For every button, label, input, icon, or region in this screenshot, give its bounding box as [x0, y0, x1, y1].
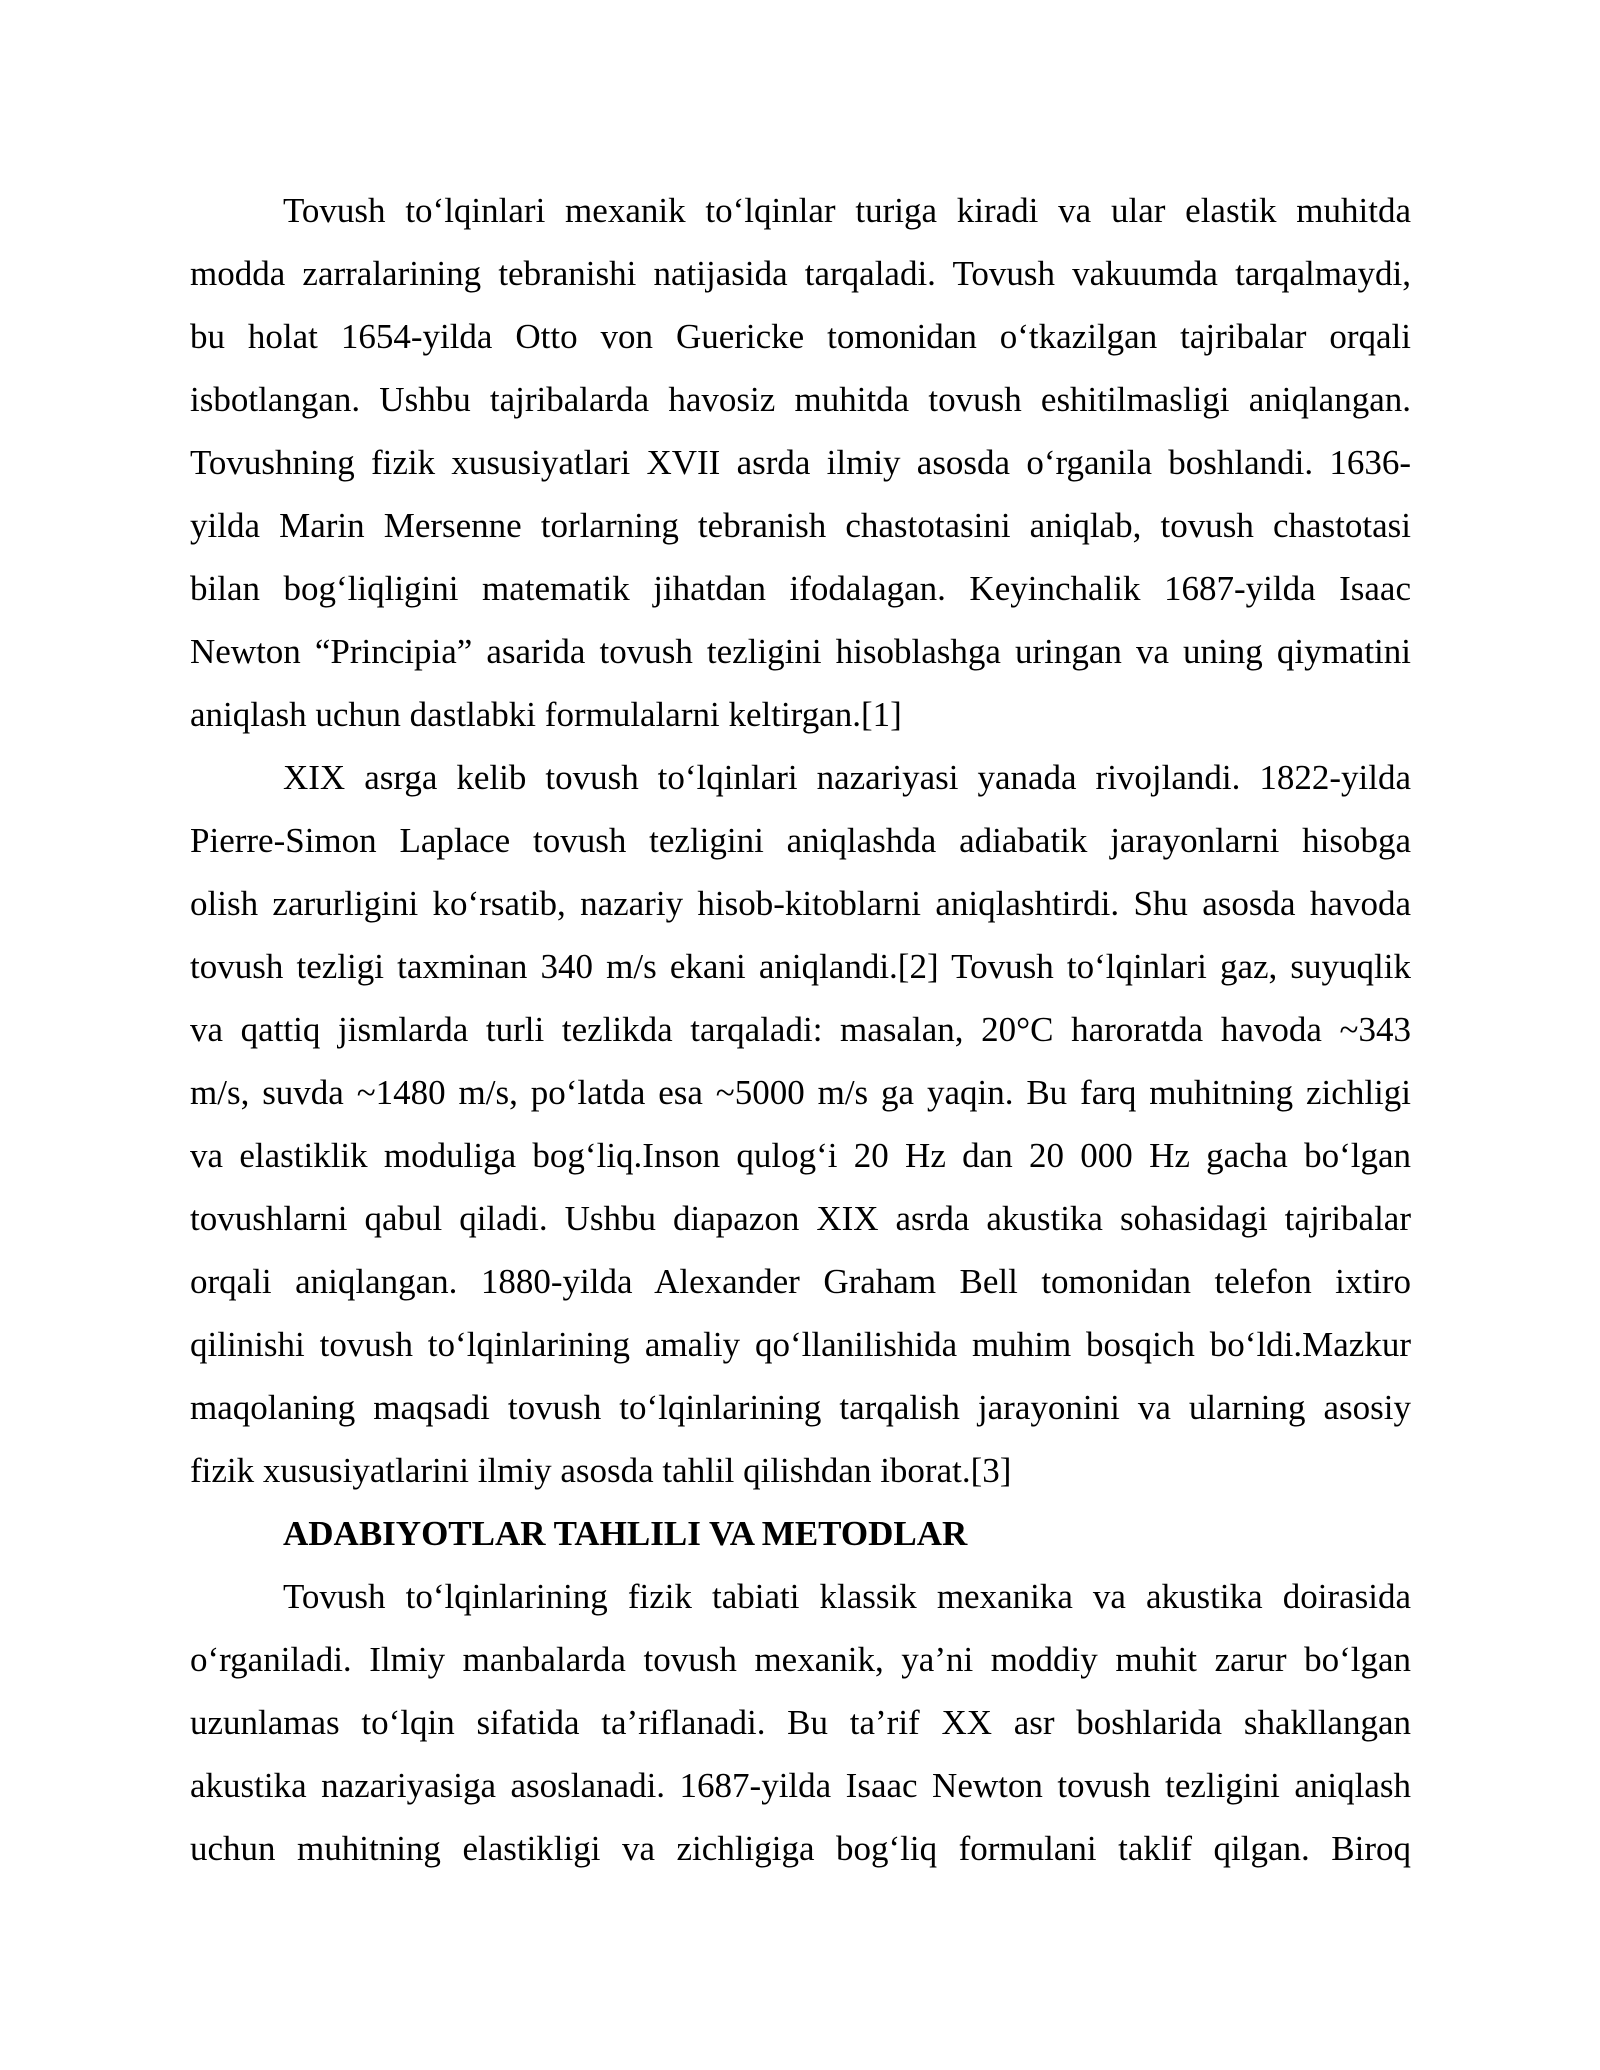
text-line: isbotlangan. Ushbu tajribalarda havosiz muhitda tovush eshitilmasligi aniqlangan.: [190, 380, 1411, 419]
text-line: va qattiq jismlarda turli tezlikda tarqaladi: masalan, 20°C haroratda havoda ~343: [190, 1010, 1411, 1049]
text-line: Newton “Principia” asarida tovush tezligini hisoblashga uringan va uning qiymatini: [190, 632, 1411, 671]
text-line: va elastiklik moduliga bog‘liq.Inson qulog‘i 20 Hz dan 20 000 Hz gacha bo‘lgan: [190, 1136, 1411, 1175]
text-line: Pierre-Simon Laplace tovush tezligini aniqlashda adiabatik jarayonlarni hisobga: [190, 821, 1411, 860]
text-line: modda zarralarining tebranishi natijasida tarqaladi. Tovush vakuumda tarqalmaydi,: [190, 254, 1411, 293]
text-line: bilan bog‘liqligini matematik jihatdan ifodalagan. Keyinchalik 1687-yilda Isaac: [190, 569, 1411, 608]
text-line: m/s, suvda ~1480 m/s, po‘latda esa ~5000 m/s ga yaqin. Bu farq muhitning zichligi: [190, 1073, 1411, 1112]
paragraph: [190, 1565, 1411, 1880]
text-line: akustika nazariyasiga asoslanadi. 1687-yilda Isaac Newton tovush tezligini aniqlash: [190, 1766, 1411, 1805]
text-line: uzunlamas to‘lqin sifatida ta’riflanadi. Bu ta’rif XX asr boshlarida shakllangan: [190, 1703, 1411, 1742]
paragraph: [190, 746, 1411, 1502]
text-line: Tovush to‘lqinlarining fizik tabiati klassik mexanika va akustika doirasida: [283, 1577, 1411, 1616]
text-line: olish zarurligini ko‘rsatib, nazariy hisob-kitoblarni aniqlashtirdi. Shu asosda havoda: [190, 884, 1411, 923]
text-line: tovush tezligi taxminan 340 m/s ekani aniqlandi.[2] Tovush to‘lqinlari gaz, suyuqlik: [190, 947, 1411, 986]
text-line: XIX asrga kelib tovush to‘lqinlari nazariyasi yanada rivojlandi. 1822-yilda: [283, 758, 1411, 797]
text-line: bu holat 1654-yilda Otto von Guericke tomonidan o‘tkazilgan tajribalar orqali: [190, 317, 1411, 356]
paragraph: [190, 179, 1411, 746]
text-line: o‘rganiladi. Ilmiy manbalarda tovush mexanik, ya’ni moddiy muhit zarur bo‘lgan: [190, 1640, 1411, 1679]
text-block: [190, 179, 1411, 1880]
heading-line: ADABIYOTLAR TAHLILI VA METODLAR: [283, 1514, 968, 1553]
text-line: qilinishi tovush to‘lqinlarining amaliy qo‘llanilishida muhim bosqich bo‘ldi.Mazkur: [190, 1325, 1411, 1364]
section-heading: [190, 1502, 1411, 1565]
text-line: tovushlarni qabul qiladi. Ushbu diapazon XIX asrda akustika sohasidagi tajribalar: [190, 1199, 1411, 1238]
text-line: Tovushning fizik xususiyatlari XVII asrda ilmiy asosda o‘rganila boshlandi. 1636-: [190, 443, 1411, 482]
text-line: fizik xususiyatlarini ilmiy asosda tahlil qilishdan iborat.[3]: [190, 1451, 1012, 1490]
text-line: aniqlash uchun dastlabki formulalarni keltirgan.[1]: [190, 695, 902, 734]
text-line: yilda Marin Mersenne torlarning tebranish chastotasini aniqlab, tovush chastotasi: [190, 506, 1411, 545]
text-line: Tovush to‘lqinlari mexanik to‘lqinlar turiga kiradi va ular elastik muhitda: [283, 191, 1411, 230]
text-line: uchun muhitning elastikligi va zichligiga bog‘liq formulani taklif qilgan. Biroq: [190, 1829, 1411, 1868]
text-line: maqolaning maqsadi tovush to‘lqinlarining tarqalish jarayonini va ularning asosiy: [190, 1388, 1411, 1427]
text-line: orqali aniqlangan. 1880-yilda Alexander Graham Bell tomonidan telefon ixtiro: [190, 1262, 1411, 1301]
